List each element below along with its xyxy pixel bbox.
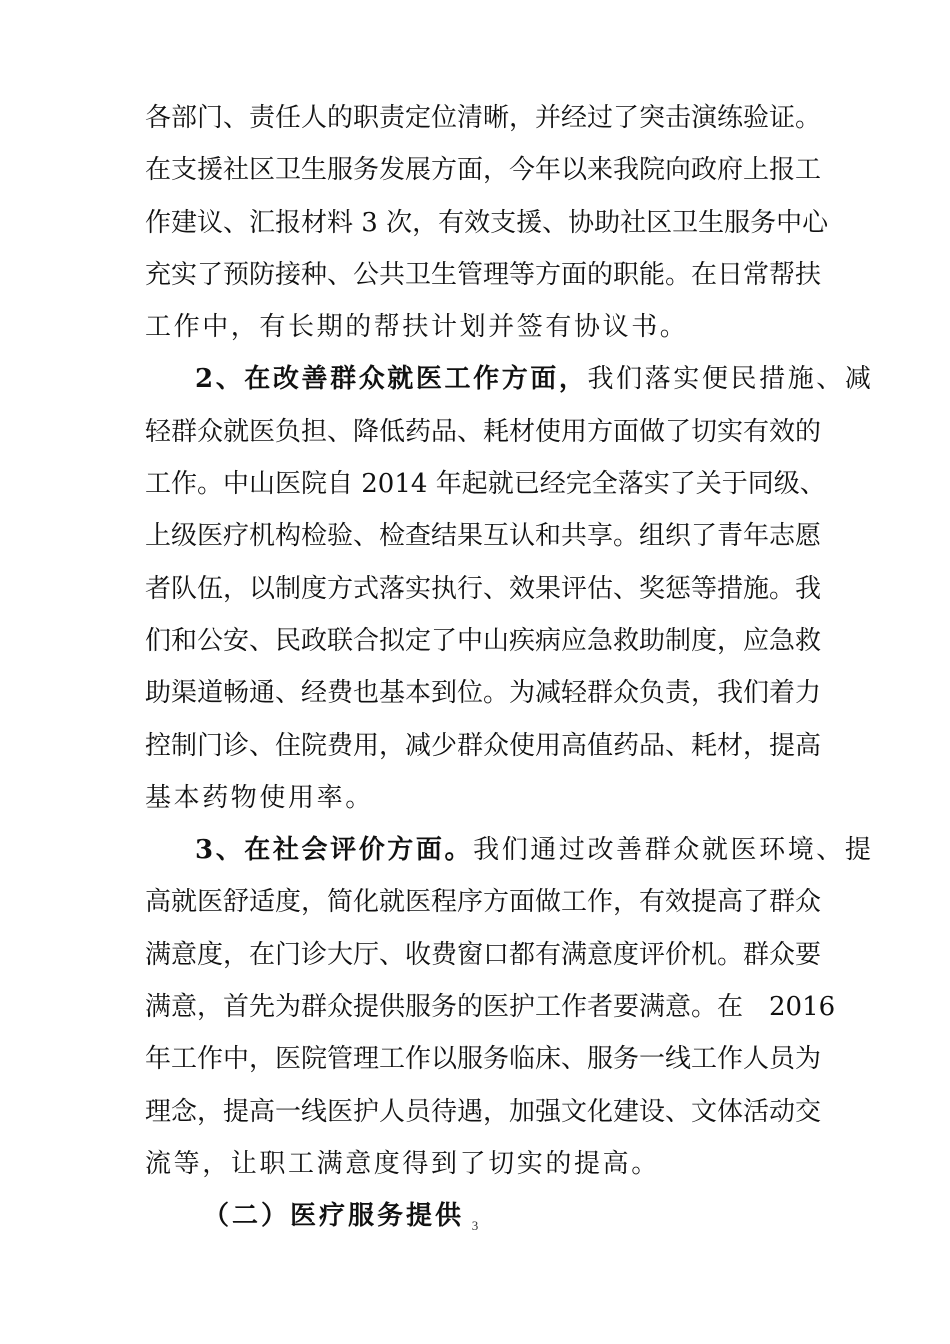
text-line: 轻群众就医负担、降低药品、耗材使用方面做了切实有效的 [145,416,822,447]
text-line: 满意度，在门诊大厅、收费窗口都有满意度评价机。群众要 [145,939,822,970]
text-line: 满意，首先为群众提供服务的医护工作者要满意。在 2016 [145,992,836,1023]
text-span: 我们落实便民措施、减 [587,364,874,395]
page-number: 3 [471,1218,479,1233]
text-line: 控制门诊、住院费用，减少群众使用高值药品、耗材，提高 [145,730,822,761]
paragraph-2-first-line [145,353,874,405]
body-text [145,92,874,1243]
section-heading: （二）医疗服务提供 [203,1201,465,1232]
text-span: 我们通过改善群众就医环境、提 [473,835,874,866]
text-line: 上级医疗机构检验、检查结果互认和共享。组织了青年志愿 [145,521,822,552]
text-line: 充实了预防接种、公共卫生管理等方面的职能。在日常帮扶 [145,259,822,290]
text-line: 工作中，有长期的帮扶计划并签有协议书。 [145,312,689,343]
text-line: 助渠道畅通、经费也基本到位。为减轻群众负责，我们着力 [145,678,822,709]
paragraph-3-heading: 3、在社会评价方面。 [195,835,474,866]
text-line: 作建议、汇报材料 3 次，有效支援、协助社区卫生服务中心 [145,207,829,238]
text-line: 们和公安、民政联合拟定了中山疾病应急救助制度，应急救 [145,625,822,656]
text-line: 理念，提高一线医护人员待遇，加强文化建设、文体活动交 [145,1096,822,1127]
text-line: 工作。中山医院自 2014 年起就已经完全落实了关于同级、 [145,469,826,500]
text-line: 年工作中，医院管理工作以服务临床、服务一线工作人员为 [145,1044,822,1075]
text-line: 各部门、责任人的职责定位清晰，并经过了突击演练验证。 [145,103,822,133]
paragraph-3-first-line [145,824,874,876]
text-line: 者队伍，以制度方式落实执行、效果评估、奖惩等措施。我 [145,573,822,604]
text-line: 高就医舒适度，简化就医程序方面做工作，有效提高了群众 [145,887,822,918]
text-line: 基本药物使用率。 [145,782,374,813]
paragraph-2-heading: 2、在改善群众就医工作方面， [195,364,588,395]
text-line: 在支援社区卫生服务发展方面，今年以来我院向政府上报工 [145,155,822,186]
text-line: 流等，让职工满意度得到了切实的提高。 [145,1148,660,1179]
